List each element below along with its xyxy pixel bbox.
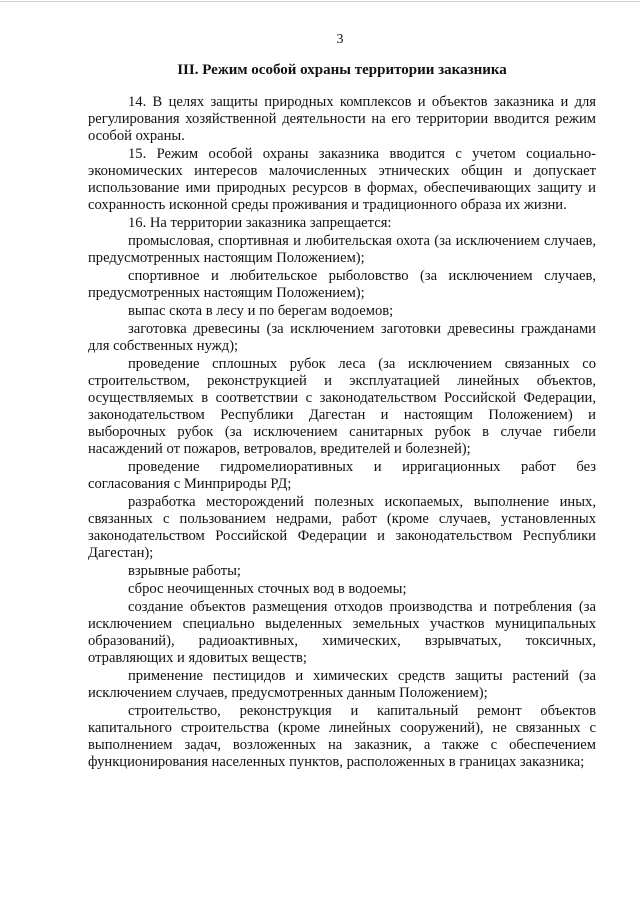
paragraph-15: 15. Режим особой охраны заказника вводится с учетом социально-экономических интересов малочисленных этнических общин и допускает использование ими природных ресурсов в формах, обеспечивающих защиту и сохранность исконной среды проживания и традиционного образа их жизни. [88,146,596,213]
paragraph-14: 14. В целях защиты природных комплексов и объектов заказника и для регулирования хозяйственной деятельности на его территории вводится режим особой охраны. [88,94,596,144]
list-item: применение пестицидов и химических средств защиты растений (за исключением случаев, предусмотренных данным Положением); [88,668,596,701]
section-title: III. Режим особой охраны территории заказника [177,62,507,78]
list-item: выпас скота в лесу и по берегам водоемов; [128,303,394,319]
list-item: проведение гидромелиоративных и ирригационных работ без согласования с Минприроды РД; [88,459,596,492]
scan-top-edge [0,1,640,2]
list-item: создание объектов размещения отходов производства и потребления (за исключением специально выделенных земельных участков муниципальных образований), радиоактивных, химических, взрывчатых, токсичных, отравляющих и ядовитых веществ; [88,599,596,666]
list-item: разработка месторождений полезных ископаемых, выполнение иных, связанных с пользованием недрами, работ (кроме случаев, установленных законодательством Российской Федерации и законодательством Республики Дагестан); [88,494,596,561]
page-number: 3 [336,32,344,47]
paragraph-16: 16. На территории заказника запрещается: [128,215,392,231]
list-item: заготовка древесины (за исключением заготовки древесины гражданами для собственных нужд); [88,321,596,354]
list-item: спортивное и любительское рыболовство (за исключением случаев, предусмотренных настоящим Положением); [88,268,596,301]
document-body [88,94,596,771]
list-item: взрывные работы; [128,563,241,579]
list-item: сброс неочищенных сточных вод в водоемы; [128,581,407,597]
list-item: строительство, реконструкция и капитальный ремонт объектов капитального строительства (кроме линейных сооружений), не связанных с выполнением задач, возложенных на заказник, а также с обеспечением функционирования населенных пунктов, расположенных в границах заказника; [88,703,596,770]
list-item: проведение сплошных рубок леса (за исключением связанных со строительством, реконструкцией и эксплуатацией линейных объектов, осуществляемых в соответствии с законодательством Российской Федерации, законодательством Республики Дагестан и настоящим Положением) и выборочных рубок (за исключением санитарных рубок в случае гибели насаждений от пожаров, ветровалов, вредителей и болезней); [88,356,596,457]
list-item: промысловая, спортивная и любительская охота (за исключением случаев, предусмотренных настоящим Положением); [88,233,596,266]
